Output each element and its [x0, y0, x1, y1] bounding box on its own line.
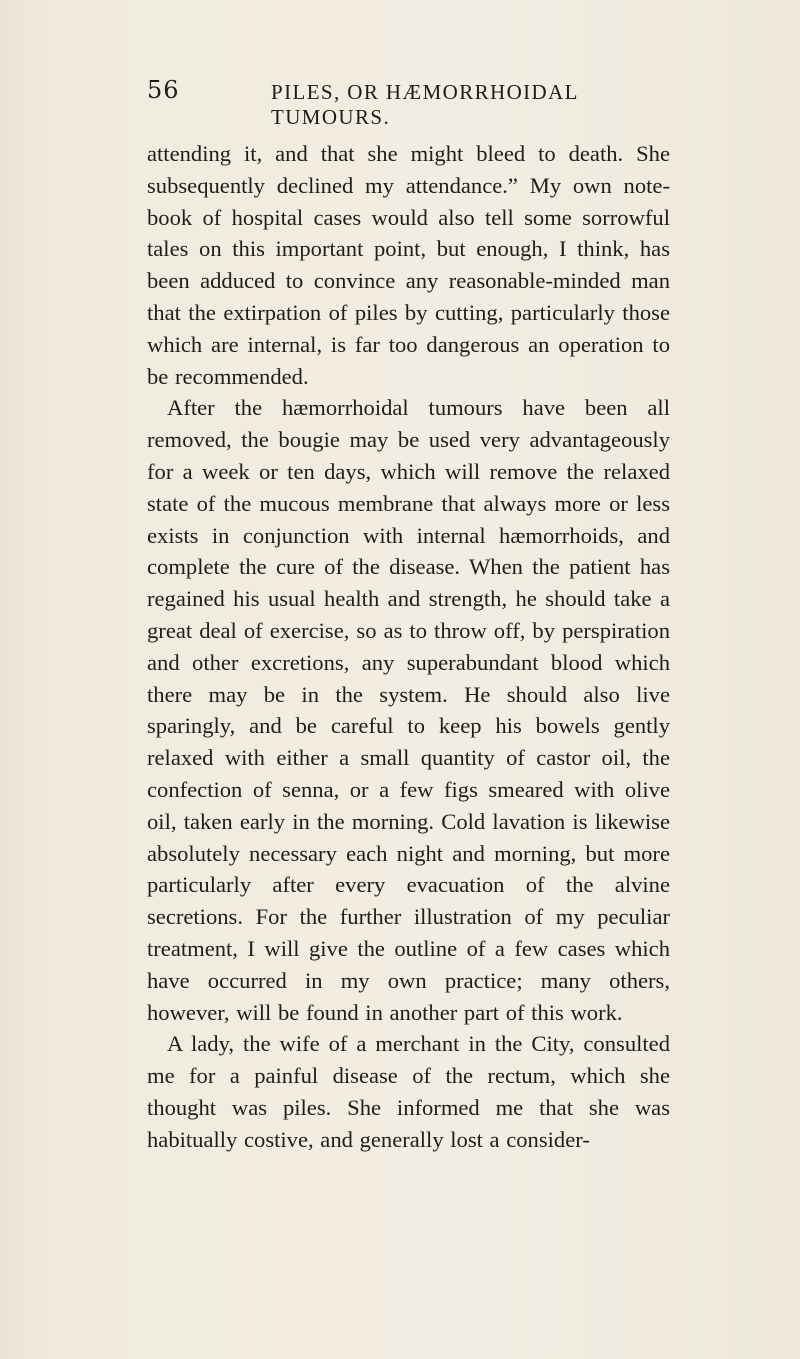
- paragraph-1: attending it, and that she might bleed to death. She subsequently declined my attendance.” My own note-book of hospital cases would also tell some sorrowful tales on this important point, but enough, I think, has been adduced to convince any reasonable-minded man that the extirpation of piles by cutting, particularly those which are internal, is far too dangerous an operation to be recommended.: [147, 141, 670, 389]
- paragraph-2: After the hæmorrhoidal tumours have been all removed, the bougie may be used very advantageously for a week or ten days, which will remove the relaxed state of the mucous membrane that always more or less exists in conjunction with internal hæmorrhoids, and complete the cure of the disease. When the patient has regained his usual health and strength, he should take a great deal of exercise, so as to throw off, by perspiration and other excretions, any superabundant blood which there may be in the system. He should also live sparingly, and be careful to keep his bowels gently relaxed with either a small quantity of castor oil, the confection of senna, or a few figs smeared with olive oil, taken early in the morning. Cold lavation is likewise absolutely necessary each night and morning, but more particularly after every evacuation of the alvine secretions. For the further illustration of my peculiar treatment, I will give the outline of a few cases which have occurred in my own practice; many others, however, will be found in another part of this work.: [147, 395, 670, 1025]
- page-number: 56: [147, 76, 180, 104]
- paragraph-3: A lady, the wife of a merchant in the City, consulted me for a painful disease of the rectum, which she thought was piles. She informed me that she was habitually costive, and generally lost a consider-: [147, 1031, 670, 1152]
- running-title: PILES, OR HÆMORRHOIDAL TUMOURS.: [271, 80, 579, 129]
- running-head: [147, 76, 673, 129]
- body-text: [147, 138, 670, 1156]
